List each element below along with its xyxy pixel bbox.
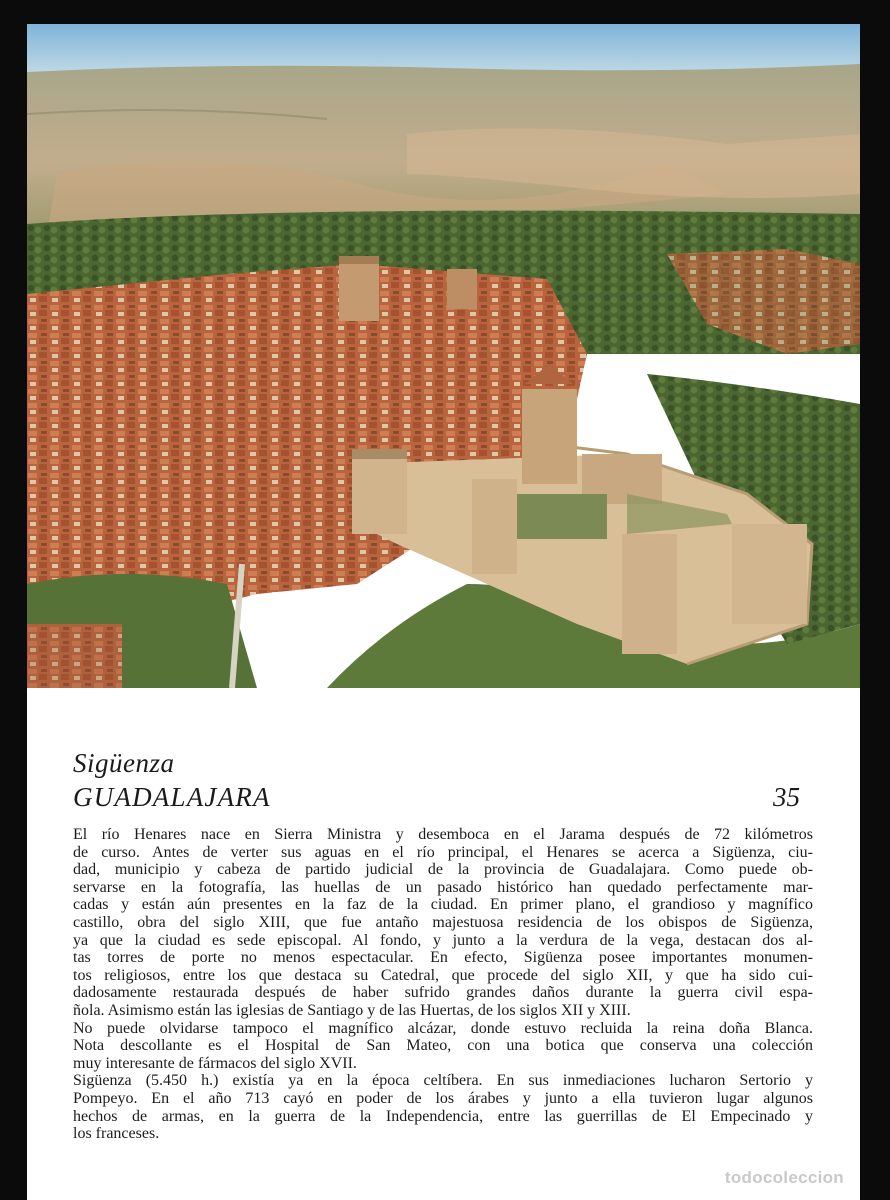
aerial-photo-illustration: [27, 24, 860, 688]
province-name: GUADALAJARA: [73, 782, 271, 812]
body-line: tos religiosos, entre los que destaca su Catedral, que procede del siglo XII, y que ha sido cui-: [73, 966, 813, 984]
article-body: [73, 826, 813, 1143]
page-number: 35: [773, 782, 800, 812]
body-line: los franceses.: [73, 1125, 160, 1143]
watermark-logo: todocoleccion: [724, 1168, 844, 1187]
aerial-photo: [27, 24, 860, 688]
body-line: servarse en la fotografía, las huellas de un pasado histórico han quedado perfectamente mar-: [73, 878, 813, 896]
body-line: de curso. Antes de verter sus aguas en el río principal, el Henares se acerca a Sigüenza, ciu-: [73, 843, 813, 861]
place-name: Sigüenza: [73, 748, 175, 778]
body-line: cadas y están aún presentes en la faz de la ciudad. En primer plano, el grandioso y magnífico: [73, 896, 813, 914]
body-line: ñola. Asimismo están las iglesias de Santiago y de las Huertas, de los siglos XII y XIII.: [73, 1001, 631, 1019]
body-line: Sigüenza (5.450 h.) existía ya en la época celtíbera. En sus inmediaciones lucharon Sertorio y: [73, 1072, 813, 1090]
document-page: [27, 24, 860, 1200]
body-line: No puede olvidarse tampoco el magnífico alcázar, donde estuvo recluida la reina doña Blanca.: [73, 1019, 813, 1037]
body-line: Pompeyo. En el año 713 cayó en poder de los árabes y junto a ella tuvieron lugar algunos: [73, 1089, 813, 1107]
body-line: Nota descollante es el Hospital de San Mateo, con una botica que conserva una colección: [73, 1037, 813, 1055]
body-line: ya que la ciudad es sede episcopal. Al fondo, y junto a la verdura de la vega, destacan dos al-: [73, 931, 813, 949]
body-line: dad, municipio y cabeza de partido judicial de la provincia de Guadalajara. Como puede ob-: [73, 861, 813, 879]
body-line: El río Henares nace en Sierra Ministra y desemboca en el Jarama después de 72 kilómetros: [73, 826, 813, 843]
body-line: muy interesante de fármacos del siglo XVII.: [73, 1054, 357, 1072]
body-line: castillo, obra del siglo XIII, que fue antaño majestuosa residencia de los obispos de Sigüenza,: [73, 913, 813, 931]
body-line: hechos de armas, en la guerra de la Independencia, entre las guerrillas de El Empecinado y: [73, 1107, 813, 1125]
body-line: dadosamente restaurada después de haber sufrido grandes daños durante la guerra civil espa-: [73, 984, 813, 1002]
body-line: tas torres de porte no menos espectacular. En efecto, Sigüenza posee importantes monumen-: [73, 949, 813, 967]
